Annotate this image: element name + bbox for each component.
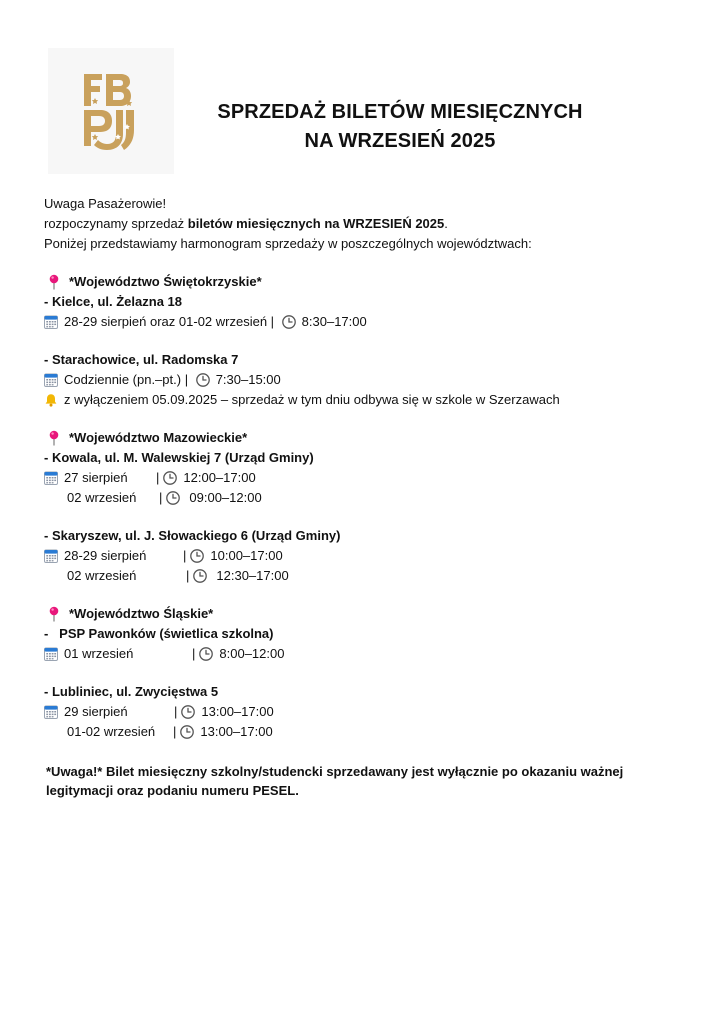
intro-bold-text: biletów miesięcznych na WRZESIEŃ 2025 (187, 216, 445, 231)
schedule-time: 12:30–17:00 (216, 568, 289, 583)
separator: | (159, 490, 163, 505)
schedule-time: 10:00–17:00 (210, 548, 283, 563)
calendar-icon (44, 647, 58, 661)
bell-icon (44, 393, 58, 407)
title-line-2: NA WRZESIEŃ 2025 (304, 130, 496, 152)
page-title (190, 98, 610, 156)
calendar-icon (44, 549, 58, 563)
schedule-row (44, 468, 684, 488)
schedule-time: 8:00–12:00 (219, 646, 285, 661)
region-name: *Województwo Świętokrzyskie* (69, 274, 262, 289)
schedule-row (44, 546, 684, 566)
schedule-date: 27 sierpień (64, 470, 128, 485)
region-heading-swietokrzyskie (44, 272, 684, 292)
calendar-icon (44, 315, 58, 329)
location-name: - Starachowice, ul. Radomska 7 (44, 352, 239, 367)
schedule-date: 29 sierpień (64, 704, 128, 719)
schedule-date: 28-29 sierpień (64, 548, 147, 563)
location-name: - Kielce, ul. Żelazna 18 (44, 294, 182, 309)
clock-icon (282, 315, 296, 329)
intro-period: . (444, 216, 448, 231)
clock-icon (163, 471, 177, 485)
region-heading-slaskie (44, 604, 684, 624)
schedule-date: 01-02 wrzesień (67, 724, 156, 739)
schedule-time: 09:00–12:00 (189, 490, 262, 505)
footer-warning-note: *Uwaga!* Bilet miesięczny szkolny/studencki sprzedawany jest wyłącznie po okazaniu ważnej legitymacji oraz podaniu numeru PESEL. (46, 764, 624, 798)
region-heading-mazowieckie (44, 428, 684, 448)
region-name: *Województwo Mazowieckie* (69, 430, 248, 445)
schedule-time: 12:00–17:00 (183, 470, 256, 485)
schedule-row (44, 370, 684, 390)
clock-icon (166, 491, 180, 505)
schedule-date: 01 wrzesień (64, 646, 134, 661)
location-name: - Lubliniec, ul. Zwycięstwa 5 (44, 684, 219, 699)
schedule-date: 02 wrzesień (67, 568, 137, 583)
note-text: z wyłączeniem 05.09.2025 – sprzedaż w tym dniu odbywa się w szkole w Szerzawach (64, 392, 560, 407)
schedule-time: 13:00–17:00 (200, 724, 273, 739)
location-name: - Skaryszew, ul. J. Słowackiego 6 (Urząd Gminy) (44, 528, 341, 543)
calendar-icon (44, 373, 58, 387)
separator: | (267, 314, 278, 329)
separator: | (173, 724, 177, 739)
pin-icon (48, 430, 60, 446)
schedule-time: 13:00–17:00 (201, 704, 274, 719)
intro-text: rozpoczynamy sprzedaż (44, 216, 188, 231)
greeting: Uwaga Pasażerowie! (44, 196, 167, 211)
schedule-row (44, 488, 684, 508)
clock-icon (196, 373, 210, 387)
pin-icon (48, 274, 60, 290)
schedule-time: 8:30–17:00 (301, 314, 367, 329)
schedule-row (44, 722, 684, 742)
separator: | (174, 704, 178, 719)
intro-line (44, 214, 684, 234)
schedule-date: Codziennie (pn.–pt.) (64, 372, 182, 387)
region-name: *Województwo Śląskie* (69, 606, 214, 621)
calendar-icon (44, 471, 58, 485)
location-name: - Kowala, ul. M. Walewskiej 7 (Urząd Gminy) (44, 450, 314, 465)
schedule-note (44, 390, 684, 410)
separator: | (186, 568, 190, 583)
clock-icon (181, 705, 195, 719)
separator: | (192, 646, 196, 661)
clock-icon (193, 569, 207, 583)
clock-icon (199, 647, 213, 661)
clock-icon (180, 725, 194, 739)
schedule-time: 7:30–15:00 (215, 372, 281, 387)
fbp-logo-icon (82, 68, 140, 154)
title-line-1: SPRZEDAŻ BILETÓW MIESIĘCZNYCH (217, 101, 583, 123)
pin-icon (48, 606, 60, 622)
schedule-row (44, 566, 684, 586)
separator: | (156, 470, 160, 485)
announcement-body (44, 194, 684, 800)
intro-schedule-line: Poniżej przedstawiamy harmonogram sprzedaży w poszczególnych województwach: (44, 236, 532, 251)
calendar-icon (44, 705, 58, 719)
separator: | (181, 372, 192, 387)
schedule-row (44, 644, 684, 664)
schedule-date: 28-29 sierpień oraz 01-02 wrzesień (64, 314, 268, 329)
company-logo (48, 48, 174, 174)
schedule-date: 02 wrzesień (67, 490, 137, 505)
schedule-row (44, 312, 684, 332)
schedule-row (44, 702, 684, 722)
clock-icon (190, 549, 204, 563)
separator: | (183, 548, 187, 563)
location-name: - PSP Pawonków (świetlica szkolna) (44, 626, 274, 641)
